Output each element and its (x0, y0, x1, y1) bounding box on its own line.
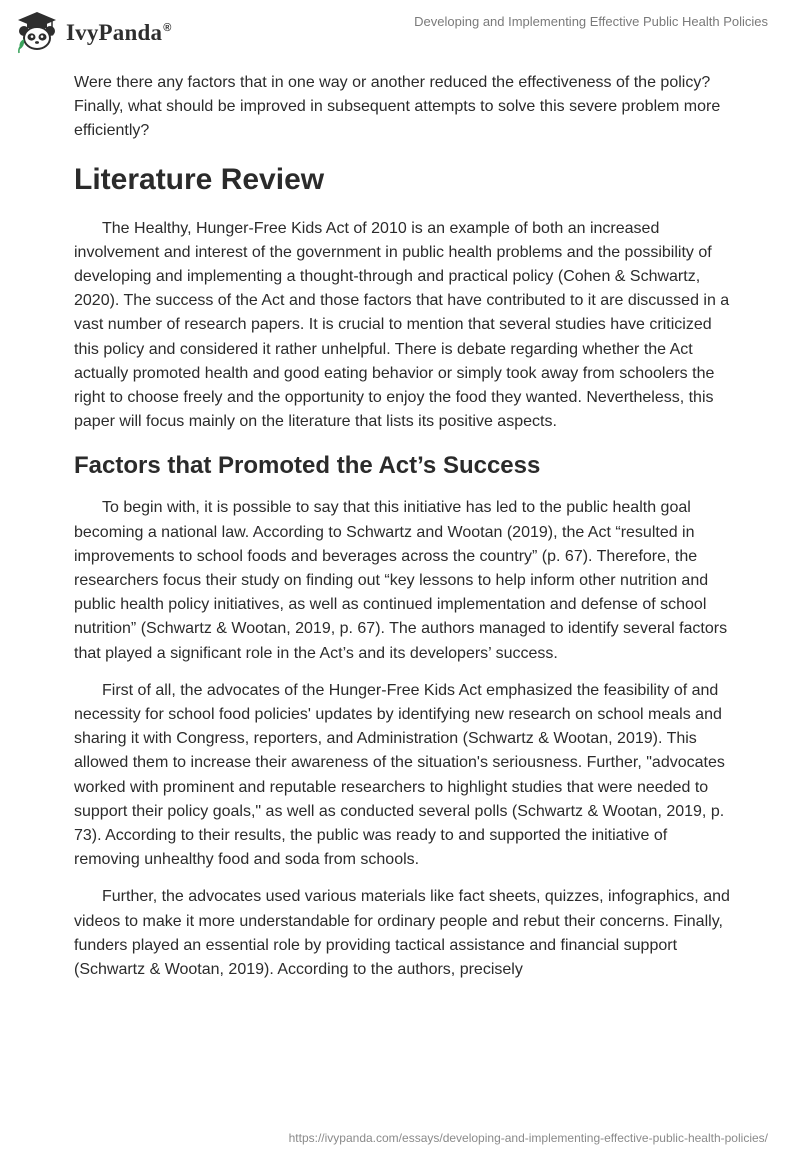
body-paragraph: Further, the advocates used various materials like fact sheets, quizzes, infographics, and videos to make it more understandable for ordinary people and rebut their concerns. Finally, funders played an essential role by providing tactical assistance and financial support (Schwartz & Wootan, 2019). According to the authors, precisely (74, 888, 730, 979)
essay-content (74, 71, 734, 995)
page-header (0, 0, 800, 60)
panda-graduate-icon (14, 9, 60, 55)
subsection-heading: Factors that Promoted the Act’s Success (74, 452, 541, 480)
registered-mark: ® (163, 22, 172, 35)
section-heading: Literature Review (74, 162, 325, 196)
document-title: Developing and Implementing Effective Public Health Policies (414, 14, 768, 29)
brand-logo[interactable] (14, 8, 172, 56)
body-paragraph: First of all, the advocates of the Hunger-Free Kids Act emphasized the feasibility of and necessity for school food policies' updates by identifying new research on school meals and sharing it with Congress, reporters, and Administration (Schwartz & Wootan, 2019). This allowed them to increase their awareness of the situation's seriousness. Further, "advocates worked with prominent and reputable researchers to highlight studies that were needed to support their policy goals," as well as conducted several polls (Schwartz & Wootan, 2019, p. 73). According to their results, the public was ready to and supported the initiative of removing unhealthy food and soda from schools. (74, 681, 725, 869)
source-url[interactable]: https://ivypanda.com/essays/developing-and-implementing-effective-public-health-policies/ (288, 1131, 768, 1145)
brand-name: IvyPanda® (66, 20, 172, 45)
body-paragraph: To begin with, it is possible to say that this initiative has led to the public health goal becoming a national law. According to Schwartz and Wootan (2019), the Act “resulted in improvements to school foods and beverages across the country” (p. 67). Therefore, the researchers focus their study on finding out “key lessons to help inform other nutrition and public health policy initiatives, as well as continued implementation and defense of school nutrition” (Schwartz & Wootan, 2019, p. 67). The authors managed to identify several factors that played a significant role in the Act’s and its developers’ success. (74, 499, 728, 662)
section-paragraph: The Healthy, Hunger-Free Kids Act of 2010 is an example of both an increased involvement and interest of the government in public health problems and the possibility of developing and implementing a thought-through and practical policy (Cohen & Schwartz, 2020). The success of the Act and those factors that have contributed to it are discussed in a vast number of research papers. It is crucial to mention that several studies have criticized this policy and considered it rather unhelpful. There is debate regarding whether the Act actually promoted health and good eating behavior or simply took away from schoolers the right to choose freely and the opportunity to enjoy the food they wanted. Nevertheless, this paper will focus mainly on the literature that lists its positive aspects. (74, 219, 730, 431)
intro-paragraph: Were there any factors that in one way or another reduced the effectiveness of the policy? Finally, what should be improved in subsequent attempts to solve this severe problem more efficiently? (74, 74, 721, 140)
